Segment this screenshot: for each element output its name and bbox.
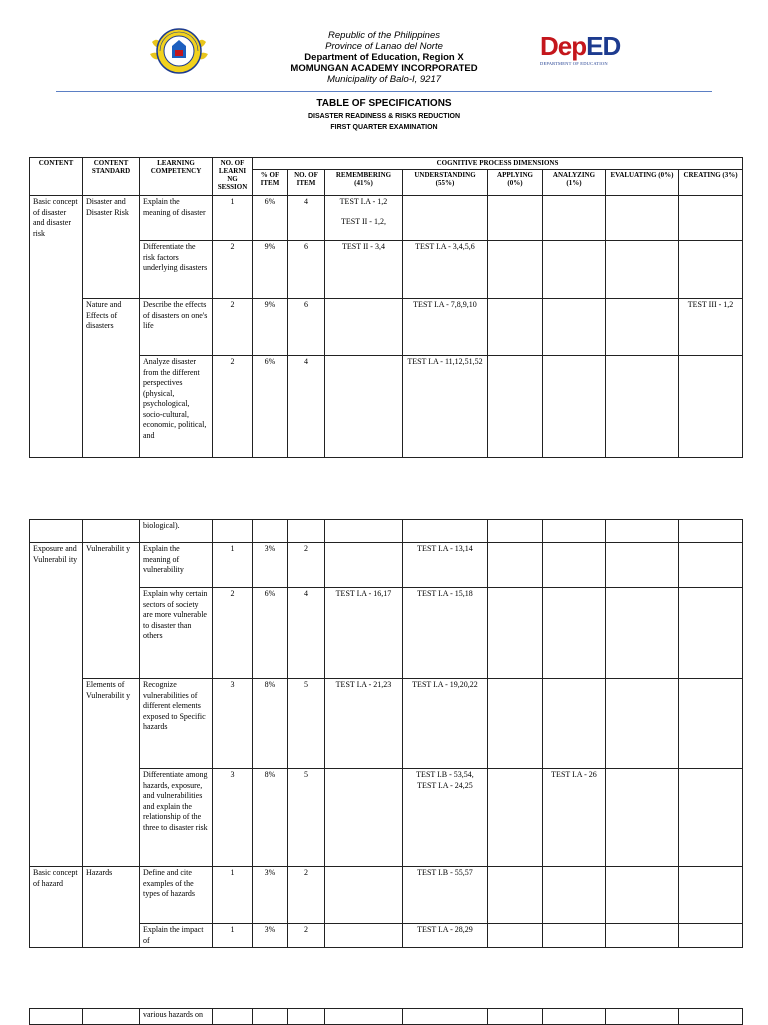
competency-cell: biological). <box>140 520 213 543</box>
creating-cell <box>679 356 743 458</box>
evaluating-cell <box>606 520 679 543</box>
competency-cell: Differentiate among hazards, exposure, and vulnerabilities and explain the relationship of the three to disaster risk <box>140 769 213 867</box>
remembering-cell <box>325 520 403 543</box>
sessions-cell: 3 <box>213 769 253 867</box>
pct-cell: 6% <box>253 356 288 458</box>
analyzing-cell <box>543 867 606 924</box>
items-cell: 2 <box>288 543 325 588</box>
content-cell <box>30 1009 83 1025</box>
pct-cell <box>253 520 288 543</box>
remembering-cell <box>325 356 403 458</box>
creating-cell <box>679 1009 743 1025</box>
analyzing-cell <box>543 241 606 299</box>
col-header-creating: CREATING (3%) <box>679 170 743 196</box>
standard-cell <box>83 1009 140 1025</box>
understanding-cell: TEST I.A - 13,14 <box>403 543 488 588</box>
standard-cell: Vulnerabilit y <box>83 543 140 679</box>
competency-cell: Explain why certain sectors of society are more vulnerable to disaster than others <box>140 588 213 679</box>
sessions-cell: 2 <box>213 588 253 679</box>
header-text-block <box>234 30 534 85</box>
understanding-cell <box>403 196 488 241</box>
evaluating-cell <box>606 588 679 679</box>
analyzing-cell <box>543 356 606 458</box>
analyzing-cell <box>543 299 606 356</box>
table-row <box>30 1009 743 1025</box>
items-cell: 2 <box>288 867 325 924</box>
understanding-cell <box>403 1009 488 1025</box>
table-row <box>30 299 743 356</box>
remembering-cell <box>325 1009 403 1025</box>
competency-cell: Define and cite examples of the types of hazards <box>140 867 213 924</box>
document-title: TABLE OF SPECIFICATIONS <box>316 98 452 109</box>
deped-logo <box>540 33 635 73</box>
applying-cell <box>488 769 543 867</box>
items-cell: 4 <box>288 196 325 241</box>
pct-cell: 6% <box>253 588 288 679</box>
content-cell <box>30 520 83 543</box>
evaluating-cell <box>606 1009 679 1025</box>
pct-cell: 3% <box>253 924 288 948</box>
sessions-cell: 1 <box>213 924 253 948</box>
table-row <box>30 543 743 588</box>
deped-logo-part1: Dep <box>540 31 587 61</box>
analyzing-cell <box>543 588 606 679</box>
remembering-cell <box>325 543 403 588</box>
items-cell: 2 <box>288 924 325 948</box>
col-header-evaluating: EVALUATING (0%) <box>606 170 679 196</box>
document-header <box>0 0 768 140</box>
deped-logo-subtitle: DEPARTMENT OF EDUCATION <box>540 61 608 66</box>
table-row <box>30 196 743 241</box>
applying-cell <box>488 299 543 356</box>
evaluating-cell <box>606 241 679 299</box>
evaluating-cell <box>606 356 679 458</box>
applying-cell <box>488 588 543 679</box>
sessions-cell: 1 <box>213 867 253 924</box>
content-cell: Basic concept of disaster and disaster risk <box>30 196 83 458</box>
sessions-cell: 1 <box>213 196 253 241</box>
creating-cell <box>679 867 743 924</box>
creating-cell <box>679 520 743 543</box>
sessions-cell <box>213 520 253 543</box>
col-header-no-item: NO. OF ITEM <box>288 170 325 196</box>
table-row <box>30 867 743 924</box>
competency-cell: various hazards on <box>140 1009 213 1025</box>
understanding-cell: TEST I.B - 55,57 <box>403 867 488 924</box>
standard-cell: Hazards <box>83 867 140 948</box>
remembering-cell <box>325 769 403 867</box>
items-cell: 6 <box>288 299 325 356</box>
table-row <box>30 679 743 769</box>
spec-table-page-2 <box>29 519 743 948</box>
analyzing-cell: TEST I.A - 26 <box>543 769 606 867</box>
remembering-cell <box>325 196 403 241</box>
standard-cell: Nature and Effects of disasters <box>83 299 140 458</box>
subject-title: DISASTER READINESS & RISKS REDUCTION <box>307 113 461 120</box>
col-header-understanding: UNDERSTANDING (55%) <box>403 170 488 196</box>
applying-cell <box>488 924 543 948</box>
document-titles <box>234 97 534 133</box>
pct-cell: 6% <box>253 196 288 241</box>
municipality-line: Municipality of Balo-I, 9217 <box>326 74 442 85</box>
competency-cell: Analyze disaster from the different perspectives (physical, psychological, socio-cultural, economic, political, and <box>140 356 213 458</box>
creating-cell <box>679 196 743 241</box>
evaluating-cell <box>606 299 679 356</box>
sessions-cell: 1 <box>213 543 253 588</box>
understanding-cell: TEST I.A - 19,20,22 <box>403 679 488 769</box>
items-cell: 5 <box>288 679 325 769</box>
col-header-standard: CONTENT STANDARD <box>83 158 140 196</box>
col-header-analyzing: ANALYZING (1%) <box>543 170 606 196</box>
applying-cell <box>488 543 543 588</box>
pct-cell <box>253 1009 288 1025</box>
applying-cell <box>488 241 543 299</box>
republic-line: Republic of the Philippines <box>328 30 440 41</box>
applying-cell <box>488 196 543 241</box>
understanding-cell: TEST I.A - 7,8,9,10 <box>403 299 488 356</box>
creating-cell: TEST III - 1,2 <box>679 299 743 356</box>
items-cell: 6 <box>288 241 325 299</box>
department-line: Department of Education, Region X <box>304 52 464 63</box>
sessions-cell <box>213 1009 253 1025</box>
sessions-cell: 2 <box>213 299 253 356</box>
items-cell: 4 <box>288 588 325 679</box>
pct-cell: 3% <box>253 543 288 588</box>
col-header-applying: APPLYING (0%) <box>488 170 543 196</box>
creating-cell <box>679 543 743 588</box>
col-header-pct-item: % OF ITEM <box>253 170 288 196</box>
content-cell: Basic concept of hazard <box>30 867 83 948</box>
analyzing-cell <box>543 679 606 769</box>
standard-cell: Disaster and Disaster Risk <box>83 196 140 299</box>
remembering-cell: TEST I.A - 16,17 <box>325 588 403 679</box>
pct-cell: 3% <box>253 867 288 924</box>
table-row <box>30 520 743 543</box>
competency-cell: Explain the impact of <box>140 924 213 948</box>
creating-cell <box>679 241 743 299</box>
pct-cell: 8% <box>253 679 288 769</box>
creating-cell <box>679 769 743 867</box>
understanding-cell: TEST I.A - 11,12,51,52 <box>403 356 488 458</box>
understanding-cell: TEST I.B - 53,54, TEST I.A - 24,25 <box>403 769 488 867</box>
remembering-line-1: TEST I.A - 1,2 <box>339 197 388 206</box>
applying-cell <box>488 679 543 769</box>
content-cell: Exposure and Vulnerabil ity <box>30 543 83 867</box>
competency-cell: Explain the meaning of disaster <box>140 196 213 241</box>
spec-table-page-3 <box>29 1008 743 1025</box>
competency-cell: Explain the meaning of vulnerability <box>140 543 213 588</box>
school-seal-logo <box>148 26 210 76</box>
items-cell: 5 <box>288 769 325 867</box>
evaluating-cell <box>606 196 679 241</box>
deped-logo-part2: ED <box>586 31 621 61</box>
col-header-competency: LEARNING COMPETENCY <box>140 158 213 196</box>
remembering-cell <box>325 924 403 948</box>
understanding-cell: TEST I.A - 15,18 <box>403 588 488 679</box>
school-name: MOMUNGAN ACADEMY INCORPORATED <box>290 63 478 74</box>
applying-cell <box>488 867 543 924</box>
remembering-line-2: TEST II - 1,2, <box>341 216 386 226</box>
competency-cell: Differentiate the risk factors underlying disasters <box>140 241 213 299</box>
province-line: Province of Lanao del Norte <box>325 41 443 52</box>
items-cell <box>288 520 325 543</box>
analyzing-cell <box>543 196 606 241</box>
standard-cell: Elements of Vulnerabilit y <box>83 679 140 867</box>
applying-cell <box>488 1009 543 1025</box>
sessions-cell: 3 <box>213 679 253 769</box>
applying-cell <box>488 520 543 543</box>
evaluating-cell <box>606 867 679 924</box>
evaluating-cell <box>606 924 679 948</box>
creating-cell <box>679 588 743 679</box>
standard-cell <box>83 520 140 543</box>
understanding-cell: TEST I.A - 3,4,5,6 <box>403 241 488 299</box>
creating-cell <box>679 924 743 948</box>
pct-cell: 9% <box>253 241 288 299</box>
remembering-cell: TEST II - 3,4 <box>325 241 403 299</box>
items-cell: 4 <box>288 356 325 458</box>
sessions-cell: 2 <box>213 356 253 458</box>
exam-title: FIRST QUARTER EXAMINATION <box>330 124 438 131</box>
header-divider <box>56 91 712 92</box>
evaluating-cell <box>606 543 679 588</box>
pct-cell: 9% <box>253 299 288 356</box>
analyzing-cell <box>543 1009 606 1025</box>
spec-table-page-1 <box>29 157 743 458</box>
competency-cell: Recognize vulnerabilities of different elements exposed to Specific hazards <box>140 679 213 769</box>
col-header-sessions: NO. OF LEARNI NG SESSION <box>213 158 253 196</box>
remembering-cell <box>325 299 403 356</box>
applying-cell <box>488 356 543 458</box>
remembering-cell: TEST I.A - 21,23 <box>325 679 403 769</box>
creating-cell <box>679 679 743 769</box>
analyzing-cell <box>543 924 606 948</box>
evaluating-cell <box>606 679 679 769</box>
col-header-content: CONTENT <box>30 158 83 196</box>
items-cell <box>288 1009 325 1025</box>
analyzing-cell <box>543 520 606 543</box>
understanding-cell: TEST I.A - 28,29 <box>403 924 488 948</box>
competency-cell: Describe the effects of disasters on one's life <box>140 299 213 356</box>
remembering-cell <box>325 867 403 924</box>
analyzing-cell <box>543 543 606 588</box>
evaluating-cell <box>606 769 679 867</box>
pct-cell: 8% <box>253 769 288 867</box>
understanding-cell <box>403 520 488 543</box>
sessions-cell: 2 <box>213 241 253 299</box>
col-header-cpd: COGNITIVE PROCESS DIMENSIONS <box>253 158 743 170</box>
col-header-remembering: REMEMBERING (41%) <box>325 170 403 196</box>
